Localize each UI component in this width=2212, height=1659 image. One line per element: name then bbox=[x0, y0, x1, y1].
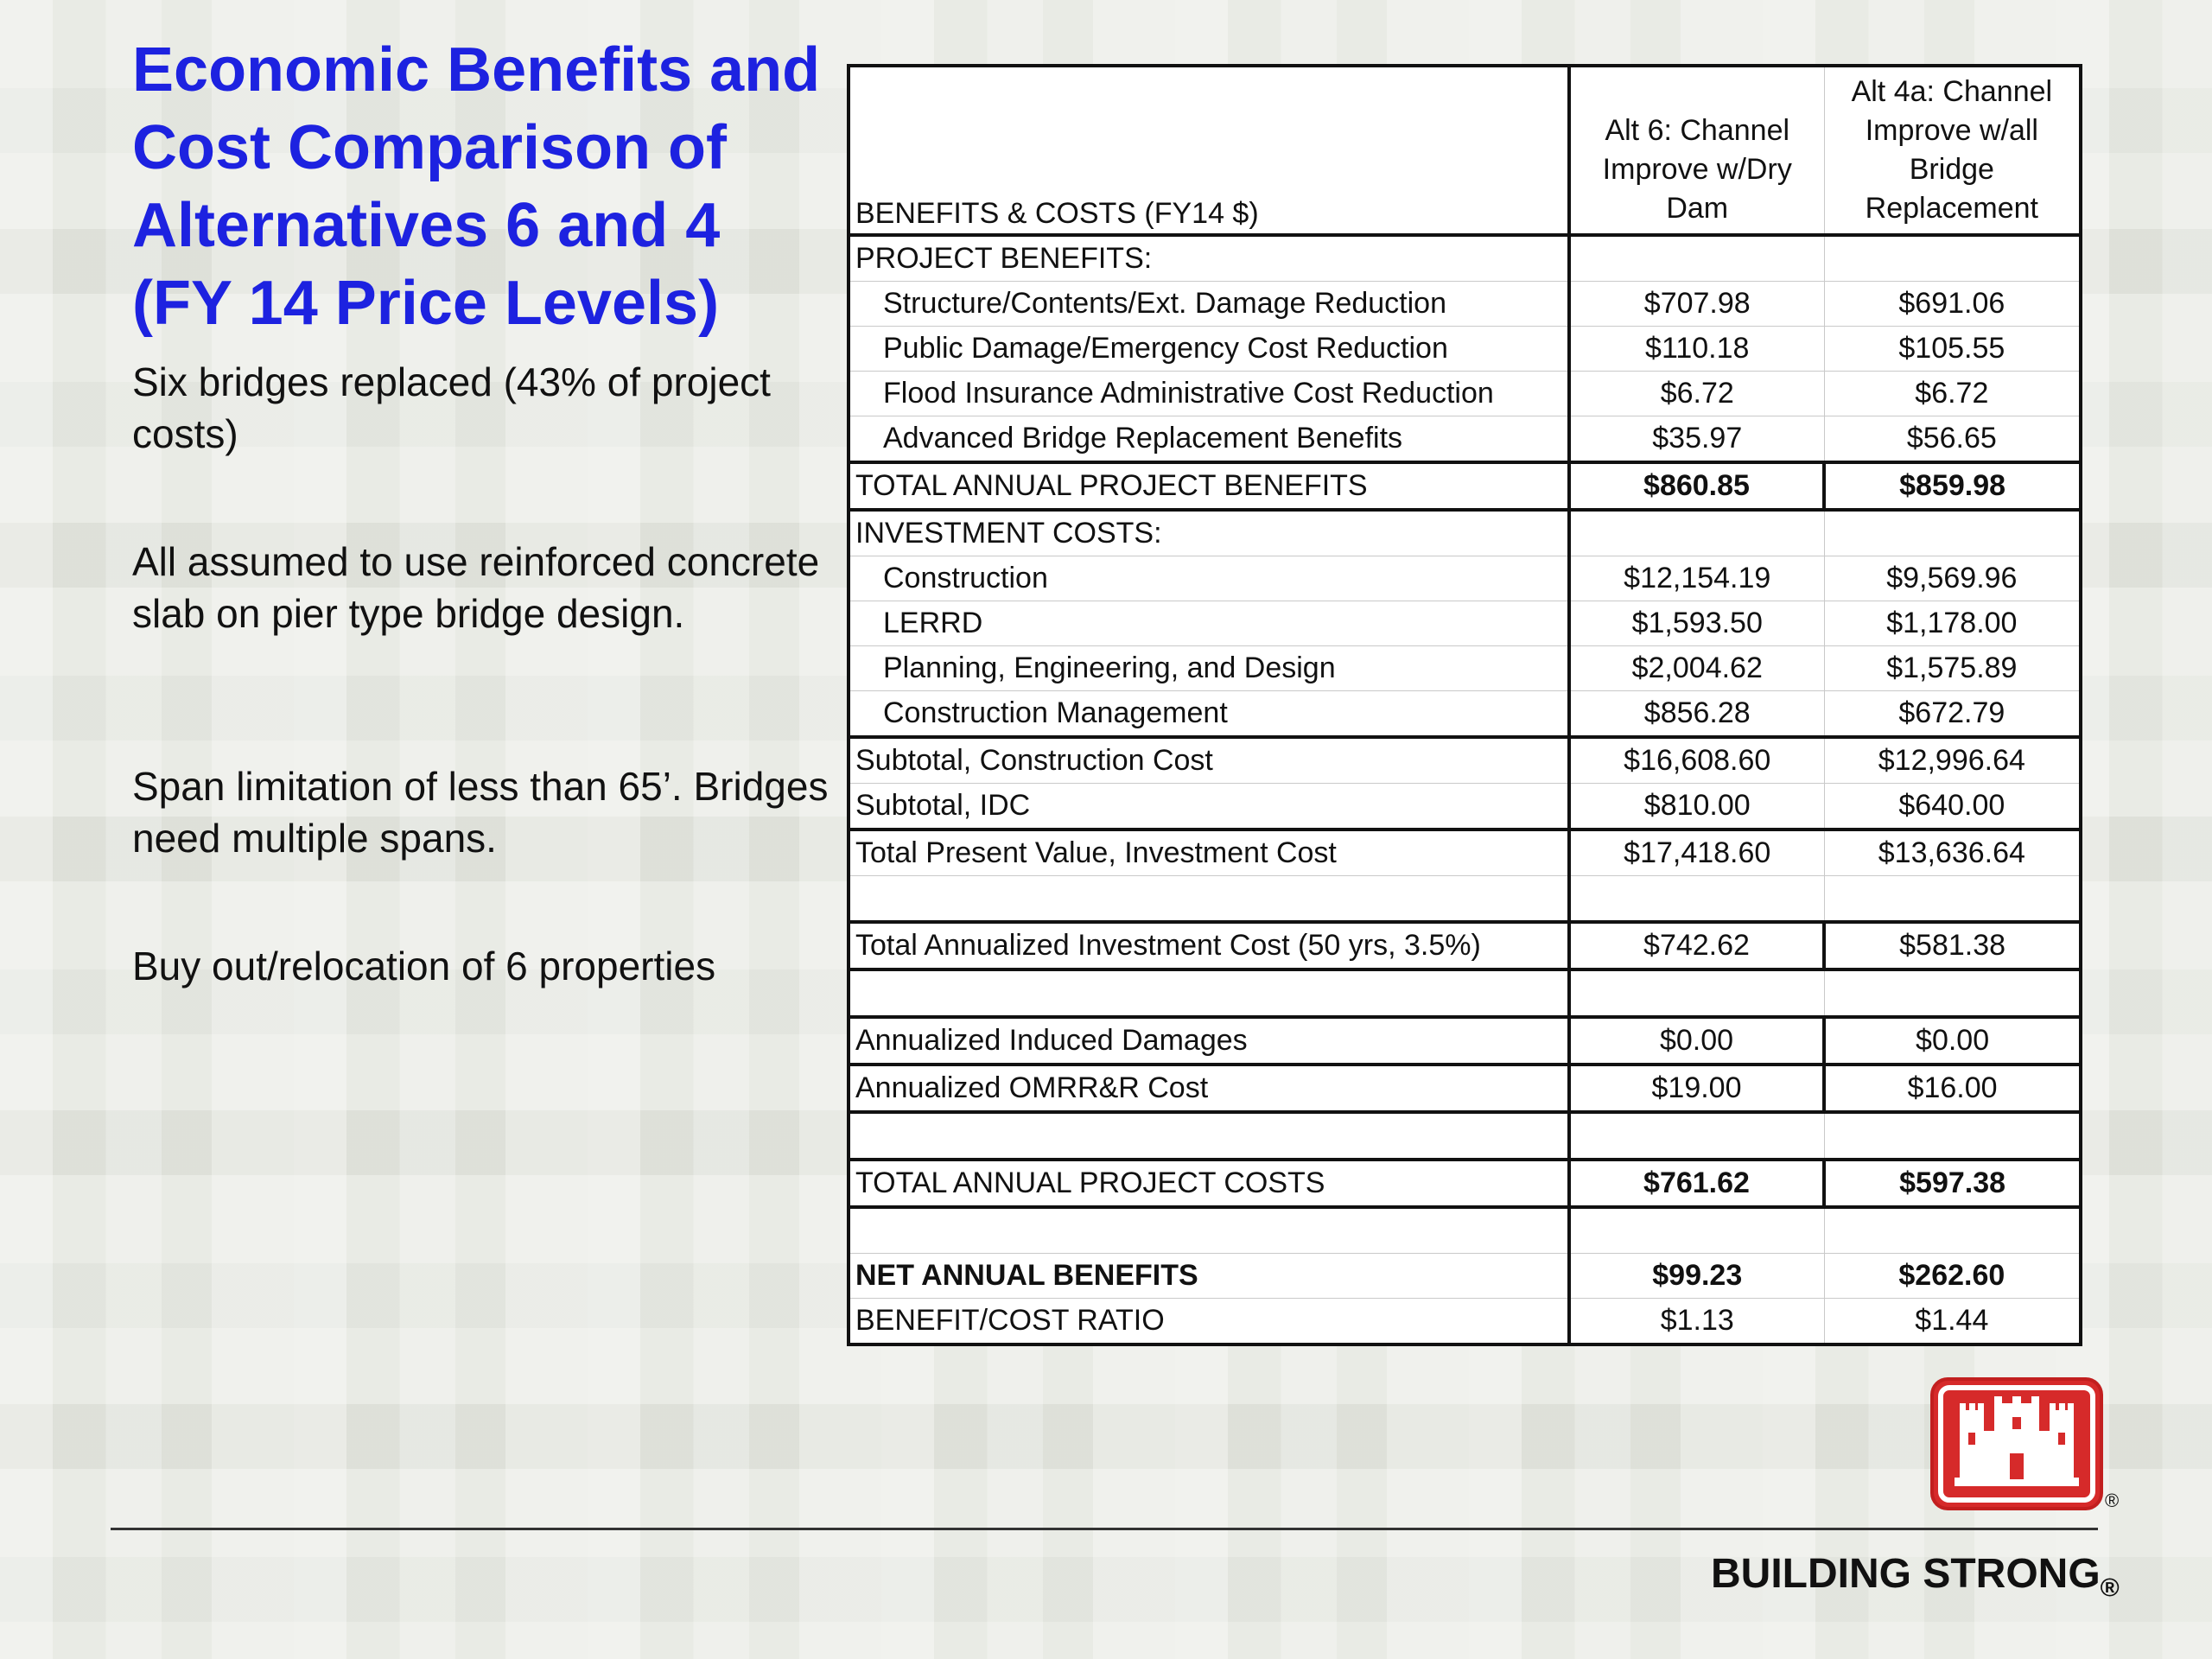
row-value-alt4a: $0.00 bbox=[1824, 1017, 2081, 1065]
table-row bbox=[849, 737, 2081, 784]
row-label: Construction bbox=[849, 556, 1569, 601]
row-value-alt6 bbox=[1569, 510, 1824, 556]
row-value-alt4a: $1,178.00 bbox=[1824, 601, 2081, 646]
table-row bbox=[849, 922, 2081, 969]
bullet-item: Span limitation of less than 65’. Bridges need multiple spans. bbox=[132, 764, 829, 861]
building-strong-tagline bbox=[1711, 1550, 2120, 1604]
row-value-alt4a: $262.60 bbox=[1824, 1254, 2081, 1299]
tagline-text: BUILDING STRONG bbox=[1711, 1551, 2101, 1597]
slide-title: Economic Benefits and Cost Comparison of Alternatives 6 and 4 (FY 14 Price Levels) bbox=[132, 35, 821, 338]
row-label: Advanced Bridge Replacement Benefits bbox=[849, 416, 1569, 463]
row-value-alt4a: $56.65 bbox=[1824, 416, 2081, 463]
row-label: Total Present Value, Investment Cost bbox=[849, 830, 1569, 876]
row-label: INVESTMENT COSTS: bbox=[849, 510, 1569, 556]
footer-divider bbox=[111, 1528, 2098, 1530]
table-row-net-benefits bbox=[849, 1254, 2081, 1299]
row-value-alt4a: $640.00 bbox=[1824, 784, 2081, 830]
table-row bbox=[849, 372, 2081, 416]
table-row bbox=[849, 646, 2081, 691]
row-value-alt4a: $859.98 bbox=[1824, 462, 2081, 510]
row-label: Structure/Contents/Ext. Damage Reduction bbox=[849, 282, 1569, 327]
row-label: Construction Management bbox=[849, 691, 1569, 738]
row-value-alt4a: $13,636.64 bbox=[1824, 830, 2081, 876]
row-value-alt6 bbox=[1569, 235, 1824, 282]
header-alt4a: Alt 4a: Channel Improve w/all Bridge Replacement bbox=[1824, 66, 2081, 235]
row-value-alt4a: $6.72 bbox=[1824, 372, 2081, 416]
row-value-alt6: $2,004.62 bbox=[1569, 646, 1824, 691]
table-spacer-row bbox=[849, 876, 2081, 923]
header-label: BENEFITS & COSTS (FY14 $) bbox=[849, 66, 1569, 235]
row-label: Subtotal, IDC bbox=[849, 784, 1569, 830]
table-row bbox=[849, 327, 2081, 372]
table-spacer-row bbox=[849, 1207, 2081, 1254]
row-label: Subtotal, Construction Cost bbox=[849, 737, 1569, 784]
table-row-total-costs bbox=[849, 1160, 2081, 1207]
row-label: TOTAL ANNUAL PROJECT BENEFITS bbox=[849, 462, 1569, 510]
table-row bbox=[849, 601, 2081, 646]
row-value-alt6: $12,154.19 bbox=[1569, 556, 1824, 601]
table-row bbox=[849, 416, 2081, 463]
castle-icon bbox=[1934, 1381, 2100, 1507]
row-value-alt4a: $16.00 bbox=[1824, 1065, 2081, 1112]
row-label: Planning, Engineering, and Design bbox=[849, 646, 1569, 691]
row-label: BENEFIT/COST RATIO bbox=[849, 1299, 1569, 1345]
row-value-alt4a bbox=[1824, 235, 2081, 282]
row-value-alt6: $856.28 bbox=[1569, 691, 1824, 738]
row-label: Annualized Induced Damages bbox=[849, 1017, 1569, 1065]
table-row bbox=[849, 282, 2081, 327]
row-value-alt6: $6.72 bbox=[1569, 372, 1824, 416]
bullet-item: All assumed to use reinforced concrete slab on pier type bridge design. bbox=[132, 539, 820, 636]
table-header-row bbox=[849, 66, 2081, 235]
row-value-alt6: $810.00 bbox=[1569, 784, 1824, 830]
header-alt6: Alt 6: Channel Improve w/Dry Dam bbox=[1569, 66, 1824, 235]
row-label: Total Annualized Investment Cost (50 yrs, 3.5%) bbox=[849, 922, 1569, 969]
row-value-alt6: $1.13 bbox=[1569, 1299, 1824, 1345]
logo-registered-mark: ® bbox=[2105, 1490, 2120, 1511]
row-value-alt6: $707.98 bbox=[1569, 282, 1824, 327]
row-label: TOTAL ANNUAL PROJECT COSTS bbox=[849, 1160, 1569, 1207]
castle-logo-icon bbox=[1934, 1381, 2100, 1507]
row-value-alt6: $17,418.60 bbox=[1569, 830, 1824, 876]
row-value-alt6: $761.62 bbox=[1569, 1160, 1824, 1207]
row-label: PROJECT BENEFITS: bbox=[849, 235, 1569, 282]
table-row bbox=[849, 235, 2081, 282]
table-row bbox=[849, 830, 2081, 876]
table-row bbox=[849, 784, 2081, 830]
row-value-alt6: $860.85 bbox=[1569, 462, 1824, 510]
row-value-alt6: $99.23 bbox=[1569, 1254, 1824, 1299]
table-row bbox=[849, 1065, 2081, 1112]
row-value-alt4a: $672.79 bbox=[1824, 691, 2081, 738]
row-value-alt4a: $581.38 bbox=[1824, 922, 2081, 969]
row-value-alt4a: $691.06 bbox=[1824, 282, 2081, 327]
row-label: NET ANNUAL BENEFITS bbox=[849, 1254, 1569, 1299]
table-spacer-row bbox=[849, 969, 2081, 1017]
row-value-alt6: $742.62 bbox=[1569, 922, 1824, 969]
bullet-item: Six bridges replaced (43% of project costs) bbox=[132, 359, 771, 456]
row-value-alt4a bbox=[1824, 510, 2081, 556]
row-value-alt6: $35.97 bbox=[1569, 416, 1824, 463]
row-value-alt6: $110.18 bbox=[1569, 327, 1824, 372]
row-value-alt6: $0.00 bbox=[1569, 1017, 1824, 1065]
bullet-item: Buy out/relocation of 6 properties bbox=[132, 944, 716, 988]
row-value-alt4a: $1,575.89 bbox=[1824, 646, 2081, 691]
row-value-alt4a: $9,569.96 bbox=[1824, 556, 2081, 601]
row-label: LERRD bbox=[849, 601, 1569, 646]
row-label: Flood Insurance Administrative Cost Reduction bbox=[849, 372, 1569, 416]
row-label: Annualized OMRR&R Cost bbox=[849, 1065, 1569, 1112]
row-value-alt4a: $597.38 bbox=[1824, 1160, 2081, 1207]
row-value-alt6: $16,608.60 bbox=[1569, 737, 1824, 784]
table-spacer-row bbox=[849, 1112, 2081, 1160]
table-row bbox=[849, 1017, 2081, 1065]
table-row-bc-ratio bbox=[849, 1299, 2081, 1345]
row-value-alt4a: $105.55 bbox=[1824, 327, 2081, 372]
row-value-alt4a: $12,996.64 bbox=[1824, 737, 2081, 784]
row-value-alt4a: $1.44 bbox=[1824, 1299, 2081, 1345]
table-row-total-benefits bbox=[849, 462, 2081, 510]
table-row bbox=[849, 691, 2081, 738]
row-label: Public Damage/Emergency Cost Reduction bbox=[849, 327, 1569, 372]
table-row bbox=[849, 510, 2081, 556]
table-row bbox=[849, 556, 2081, 601]
benefits-costs-table bbox=[847, 64, 2082, 1346]
row-value-alt6: $1,593.50 bbox=[1569, 601, 1824, 646]
registered-mark: ® bbox=[2100, 1573, 2120, 1603]
row-value-alt6: $19.00 bbox=[1569, 1065, 1824, 1112]
